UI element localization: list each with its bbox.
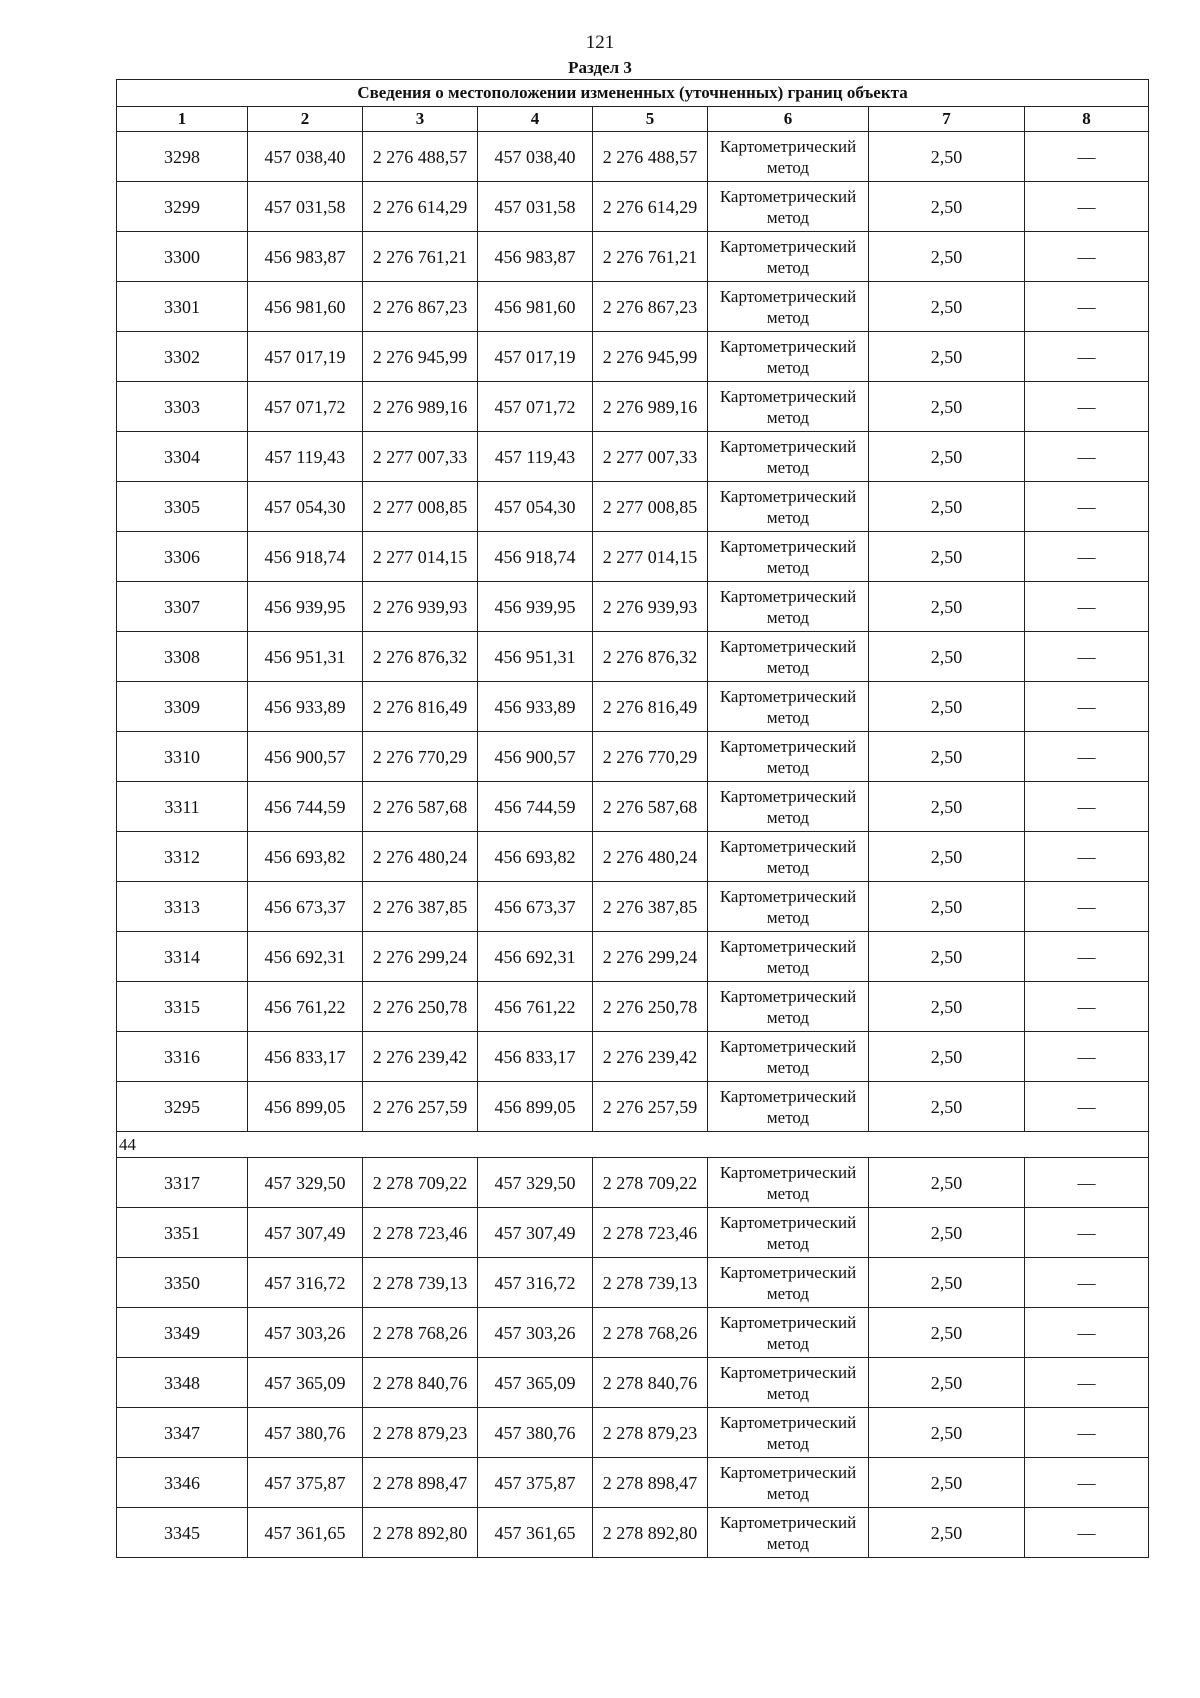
point-number-cell: 3304	[117, 432, 248, 482]
note-cell: —	[1025, 1032, 1149, 1082]
accuracy-cell: 2,50	[869, 532, 1025, 582]
accuracy-cell: 2,50	[869, 432, 1025, 482]
y-old-cell: 2 277 007,33	[363, 432, 478, 482]
accuracy-cell: 2,50	[869, 1158, 1025, 1208]
table-row	[117, 1308, 1149, 1358]
x-new-cell: 456 899,05	[478, 1082, 593, 1132]
method-cell: Картометрический метод	[708, 832, 869, 882]
point-number-cell: 3300	[117, 232, 248, 282]
x-new-cell: 456 951,31	[478, 632, 593, 682]
x-new-cell: 457 361,65	[478, 1508, 593, 1558]
table-row	[117, 932, 1149, 982]
point-number-cell: 3350	[117, 1258, 248, 1308]
table-row	[117, 232, 1149, 282]
table-row	[117, 132, 1149, 182]
y-old-cell: 2 277 008,85	[363, 482, 478, 532]
column-number: 4	[478, 107, 593, 132]
point-number-cell: 3345	[117, 1508, 248, 1558]
section-title: Раздел 3	[568, 58, 632, 77]
coordinates-table	[116, 79, 1149, 1558]
x-old-cell: 457 375,87	[248, 1458, 363, 1508]
accuracy-cell: 2,50	[869, 132, 1025, 182]
group-b-rows	[117, 1158, 1149, 1558]
y-new-cell: 2 277 007,33	[593, 432, 708, 482]
note-cell: —	[1025, 382, 1149, 432]
x-old-cell: 456 761,22	[248, 982, 363, 1032]
x-new-cell: 457 316,72	[478, 1258, 593, 1308]
y-old-cell: 2 278 739,13	[363, 1258, 478, 1308]
method-cell: Картометрический метод	[708, 932, 869, 982]
accuracy-cell: 2,50	[869, 232, 1025, 282]
accuracy-cell: 2,50	[869, 832, 1025, 882]
y-old-cell: 2 276 770,29	[363, 732, 478, 782]
method-cell: Картометрический метод	[708, 1082, 869, 1132]
accuracy-cell: 2,50	[869, 182, 1025, 232]
point-number-cell: 3317	[117, 1158, 248, 1208]
method-cell: Картометрический метод	[708, 382, 869, 432]
table-row	[117, 182, 1149, 232]
x-new-cell: 457 375,87	[478, 1458, 593, 1508]
method-cell: Картометрический метод	[708, 982, 869, 1032]
x-old-cell: 457 316,72	[248, 1258, 363, 1308]
y-new-cell: 2 276 250,78	[593, 982, 708, 1032]
point-number-cell: 3308	[117, 632, 248, 682]
y-old-cell: 2 276 239,42	[363, 1032, 478, 1082]
x-old-cell: 456 939,95	[248, 582, 363, 632]
accuracy-cell: 2,50	[869, 482, 1025, 532]
x-old-cell: 456 744,59	[248, 782, 363, 832]
y-new-cell: 2 277 008,85	[593, 482, 708, 532]
x-old-cell: 456 900,57	[248, 732, 363, 782]
method-cell: Картометрический метод	[708, 582, 869, 632]
x-old-cell: 456 983,87	[248, 232, 363, 282]
method-cell: Картометрический метод	[708, 232, 869, 282]
y-new-cell: 2 276 239,42	[593, 1032, 708, 1082]
point-number-cell: 3295	[117, 1082, 248, 1132]
y-new-cell: 2 278 723,46	[593, 1208, 708, 1258]
column-number: 6	[708, 107, 869, 132]
note-cell: —	[1025, 532, 1149, 582]
note-cell: —	[1025, 982, 1149, 1032]
y-old-cell: 2 276 614,29	[363, 182, 478, 232]
table-row	[117, 732, 1149, 782]
point-number-cell: 3316	[117, 1032, 248, 1082]
table-row	[117, 682, 1149, 732]
y-new-cell: 2 278 879,23	[593, 1408, 708, 1458]
x-new-cell: 457 365,09	[478, 1358, 593, 1408]
x-new-cell: 457 038,40	[478, 132, 593, 182]
y-old-cell: 2 278 879,23	[363, 1408, 478, 1458]
accuracy-cell: 2,50	[869, 882, 1025, 932]
y-new-cell: 2 278 739,13	[593, 1258, 708, 1308]
note-cell: —	[1025, 582, 1149, 632]
column-number: 2	[248, 107, 363, 132]
x-new-cell: 456 983,87	[478, 232, 593, 282]
table-row	[117, 432, 1149, 482]
y-new-cell: 2 277 014,15	[593, 532, 708, 582]
x-new-cell: 456 761,22	[478, 982, 593, 1032]
method-cell: Картометрический метод	[708, 1258, 869, 1308]
x-new-cell: 457 119,43	[478, 432, 593, 482]
y-new-cell: 2 276 816,49	[593, 682, 708, 732]
note-cell: —	[1025, 732, 1149, 782]
accuracy-cell: 2,50	[869, 1458, 1025, 1508]
x-new-cell: 457 031,58	[478, 182, 593, 232]
note-cell: —	[1025, 482, 1149, 532]
y-old-cell: 2 276 939,93	[363, 582, 478, 632]
x-new-cell: 457 017,19	[478, 332, 593, 382]
y-new-cell: 2 276 257,59	[593, 1082, 708, 1132]
page-number: 121	[585, 32, 615, 53]
accuracy-cell: 2,50	[869, 682, 1025, 732]
x-new-cell: 456 673,37	[478, 882, 593, 932]
note-cell: —	[1025, 1508, 1149, 1558]
method-cell: Картометрический метод	[708, 1158, 869, 1208]
y-new-cell: 2 276 989,16	[593, 382, 708, 432]
y-old-cell: 2 276 387,85	[363, 882, 478, 932]
method-cell: Картометрический метод	[708, 1358, 869, 1408]
x-old-cell: 456 693,82	[248, 832, 363, 882]
y-old-cell: 2 276 488,57	[363, 132, 478, 182]
accuracy-cell: 2,50	[869, 932, 1025, 982]
x-old-cell: 457 119,43	[248, 432, 363, 482]
y-new-cell: 2 278 892,80	[593, 1508, 708, 1558]
note-cell: —	[1025, 1458, 1149, 1508]
note-cell: —	[1025, 882, 1149, 932]
accuracy-cell: 2,50	[869, 1208, 1025, 1258]
y-new-cell: 2 276 387,85	[593, 882, 708, 932]
column-number-row	[117, 107, 1149, 132]
x-old-cell: 457 329,50	[248, 1158, 363, 1208]
table-row	[117, 982, 1149, 1032]
y-old-cell: 2 276 480,24	[363, 832, 478, 882]
method-cell: Картометрический метод	[708, 182, 869, 232]
note-cell: —	[1025, 932, 1149, 982]
accuracy-cell: 2,50	[869, 1508, 1025, 1558]
accuracy-cell: 2,50	[869, 382, 1025, 432]
x-old-cell: 457 361,65	[248, 1508, 363, 1558]
note-cell: —	[1025, 632, 1149, 682]
y-new-cell: 2 276 761,21	[593, 232, 708, 282]
y-new-cell: 2 278 768,26	[593, 1308, 708, 1358]
method-cell: Картометрический метод	[708, 432, 869, 482]
method-cell: Картометрический метод	[708, 1032, 869, 1082]
y-old-cell: 2 277 014,15	[363, 532, 478, 582]
column-number: 8	[1025, 107, 1149, 132]
accuracy-cell: 2,50	[869, 1358, 1025, 1408]
note-cell: —	[1025, 282, 1149, 332]
table-row	[117, 382, 1149, 432]
y-old-cell: 2 278 723,46	[363, 1208, 478, 1258]
note-cell: —	[1025, 182, 1149, 232]
x-new-cell: 456 933,89	[478, 682, 593, 732]
y-new-cell: 2 278 840,76	[593, 1358, 708, 1408]
note-cell: —	[1025, 1258, 1149, 1308]
method-cell: Картометрический метод	[708, 132, 869, 182]
point-number-cell: 3349	[117, 1308, 248, 1358]
x-new-cell: 457 071,72	[478, 382, 593, 432]
note-cell: —	[1025, 682, 1149, 732]
point-number-cell: 3311	[117, 782, 248, 832]
x-old-cell: 456 933,89	[248, 682, 363, 732]
y-old-cell: 2 278 709,22	[363, 1158, 478, 1208]
x-new-cell: 456 693,82	[478, 832, 593, 882]
table-row	[117, 1258, 1149, 1308]
note-cell: —	[1025, 832, 1149, 882]
table-row	[117, 1082, 1149, 1132]
point-number-cell: 3313	[117, 882, 248, 932]
x-old-cell: 456 833,17	[248, 1032, 363, 1082]
table-row	[117, 882, 1149, 932]
x-old-cell: 457 071,72	[248, 382, 363, 432]
note-cell: —	[1025, 1408, 1149, 1458]
y-new-cell: 2 278 898,47	[593, 1458, 708, 1508]
method-cell: Картометрический метод	[708, 632, 869, 682]
method-cell: Картометрический метод	[708, 882, 869, 932]
accuracy-cell: 2,50	[869, 582, 1025, 632]
table-row	[117, 782, 1149, 832]
x-new-cell: 457 303,26	[478, 1308, 593, 1358]
x-old-cell: 456 918,74	[248, 532, 363, 582]
note-cell: —	[1025, 232, 1149, 282]
y-new-cell: 2 276 770,29	[593, 732, 708, 782]
accuracy-cell: 2,50	[869, 1408, 1025, 1458]
note-cell: —	[1025, 432, 1149, 482]
y-old-cell: 2 278 768,26	[363, 1308, 478, 1358]
group-a-rows	[117, 132, 1149, 1132]
y-old-cell: 2 278 840,76	[363, 1358, 478, 1408]
method-cell: Картометрический метод	[708, 1308, 869, 1358]
y-old-cell: 2 276 816,49	[363, 682, 478, 732]
x-old-cell: 457 031,58	[248, 182, 363, 232]
accuracy-cell: 2,50	[869, 1082, 1025, 1132]
y-new-cell: 2 276 939,93	[593, 582, 708, 632]
accuracy-cell: 2,50	[869, 1032, 1025, 1082]
method-cell: Картометрический метод	[708, 282, 869, 332]
point-number-cell: 3309	[117, 682, 248, 732]
x-new-cell: 457 307,49	[478, 1208, 593, 1258]
note-cell: —	[1025, 782, 1149, 832]
x-old-cell: 456 673,37	[248, 882, 363, 932]
method-cell: Картометрический метод	[708, 682, 869, 732]
y-old-cell: 2 276 299,24	[363, 932, 478, 982]
y-old-cell: 2 276 945,99	[363, 332, 478, 382]
table-row	[117, 582, 1149, 632]
column-number: 1	[117, 107, 248, 132]
x-new-cell: 456 900,57	[478, 732, 593, 782]
method-cell: Картометрический метод	[708, 782, 869, 832]
point-number-cell: 3346	[117, 1458, 248, 1508]
y-new-cell: 2 276 867,23	[593, 282, 708, 332]
y-new-cell: 2 276 876,32	[593, 632, 708, 682]
y-old-cell: 2 276 250,78	[363, 982, 478, 1032]
point-number-cell: 3351	[117, 1208, 248, 1258]
y-old-cell: 2 278 898,47	[363, 1458, 478, 1508]
x-new-cell: 457 054,30	[478, 482, 593, 532]
table-row	[117, 1508, 1149, 1558]
column-number: 7	[869, 107, 1025, 132]
method-cell: Картометрический метод	[708, 732, 869, 782]
y-old-cell: 2 276 761,21	[363, 232, 478, 282]
point-number-cell: 3347	[117, 1408, 248, 1458]
method-cell: Картометрический метод	[708, 532, 869, 582]
note-cell: —	[1025, 132, 1149, 182]
x-old-cell: 457 303,26	[248, 1308, 363, 1358]
method-cell: Картометрический метод	[708, 332, 869, 382]
table-row	[117, 1208, 1149, 1258]
method-cell: Картометрический метод	[708, 1508, 869, 1558]
x-old-cell: 457 017,19	[248, 332, 363, 382]
group-label: 44	[117, 1132, 1149, 1158]
x-new-cell: 457 329,50	[478, 1158, 593, 1208]
point-number-cell: 3303	[117, 382, 248, 432]
column-number: 5	[593, 107, 708, 132]
x-old-cell: 457 380,76	[248, 1408, 363, 1458]
x-new-cell: 456 939,95	[478, 582, 593, 632]
x-new-cell: 457 380,76	[478, 1408, 593, 1458]
x-old-cell: 456 899,05	[248, 1082, 363, 1132]
y-new-cell: 2 276 945,99	[593, 332, 708, 382]
table-row	[117, 332, 1149, 382]
y-old-cell: 2 276 587,68	[363, 782, 478, 832]
table-row	[117, 532, 1149, 582]
point-number-cell: 3302	[117, 332, 248, 382]
column-number: 3	[363, 107, 478, 132]
y-new-cell: 2 276 480,24	[593, 832, 708, 882]
point-number-cell: 3306	[117, 532, 248, 582]
x-old-cell: 456 692,31	[248, 932, 363, 982]
y-new-cell: 2 276 614,29	[593, 182, 708, 232]
method-cell: Картометрический метод	[708, 1408, 869, 1458]
point-number-cell: 3307	[117, 582, 248, 632]
note-cell: —	[1025, 1308, 1149, 1358]
group-label-row	[117, 1132, 1149, 1158]
table-caption: Сведения о местоположении измененных (уточненных) границ объекта	[117, 80, 1149, 107]
y-old-cell: 2 276 989,16	[363, 382, 478, 432]
note-cell: —	[1025, 332, 1149, 382]
point-number-cell: 3310	[117, 732, 248, 782]
point-number-cell: 3312	[117, 832, 248, 882]
x-new-cell: 456 981,60	[478, 282, 593, 332]
x-old-cell: 457 054,30	[248, 482, 363, 532]
table-row	[117, 1408, 1149, 1458]
note-cell: —	[1025, 1082, 1149, 1132]
table-row	[117, 1358, 1149, 1408]
x-new-cell: 456 744,59	[478, 782, 593, 832]
table-row	[117, 482, 1149, 532]
point-number-cell: 3314	[117, 932, 248, 982]
table-row	[117, 282, 1149, 332]
accuracy-cell: 2,50	[869, 1308, 1025, 1358]
y-old-cell: 2 276 876,32	[363, 632, 478, 682]
point-number-cell: 3298	[117, 132, 248, 182]
accuracy-cell: 2,50	[869, 1258, 1025, 1308]
note-cell: —	[1025, 1158, 1149, 1208]
y-new-cell: 2 276 488,57	[593, 132, 708, 182]
accuracy-cell: 2,50	[869, 732, 1025, 782]
note-cell: —	[1025, 1358, 1149, 1408]
x-old-cell: 456 951,31	[248, 632, 363, 682]
table-row	[117, 1032, 1149, 1082]
y-old-cell: 2 278 892,80	[363, 1508, 478, 1558]
table-row	[117, 1158, 1149, 1208]
table-row	[117, 832, 1149, 882]
y-new-cell: 2 276 299,24	[593, 932, 708, 982]
point-number-cell: 3299	[117, 182, 248, 232]
y-old-cell: 2 276 257,59	[363, 1082, 478, 1132]
x-old-cell: 456 981,60	[248, 282, 363, 332]
x-old-cell: 457 365,09	[248, 1358, 363, 1408]
x-new-cell: 456 918,74	[478, 532, 593, 582]
x-old-cell: 457 307,49	[248, 1208, 363, 1258]
point-number-cell: 3315	[117, 982, 248, 1032]
accuracy-cell: 2,50	[869, 282, 1025, 332]
accuracy-cell: 2,50	[869, 782, 1025, 832]
note-cell: —	[1025, 1208, 1149, 1258]
table-row	[117, 632, 1149, 682]
accuracy-cell: 2,50	[869, 632, 1025, 682]
y-new-cell: 2 278 709,22	[593, 1158, 708, 1208]
y-new-cell: 2 276 587,68	[593, 782, 708, 832]
y-old-cell: 2 276 867,23	[363, 282, 478, 332]
point-number-cell: 3301	[117, 282, 248, 332]
method-cell: Картометрический метод	[708, 1208, 869, 1258]
point-number-cell: 3305	[117, 482, 248, 532]
method-cell: Картометрический метод	[708, 482, 869, 532]
accuracy-cell: 2,50	[869, 982, 1025, 1032]
x-new-cell: 456 833,17	[478, 1032, 593, 1082]
point-number-cell: 3348	[117, 1358, 248, 1408]
table-row	[117, 1458, 1149, 1508]
method-cell: Картометрический метод	[708, 1458, 869, 1508]
accuracy-cell: 2,50	[869, 332, 1025, 382]
x-old-cell: 457 038,40	[248, 132, 363, 182]
x-new-cell: 456 692,31	[478, 932, 593, 982]
